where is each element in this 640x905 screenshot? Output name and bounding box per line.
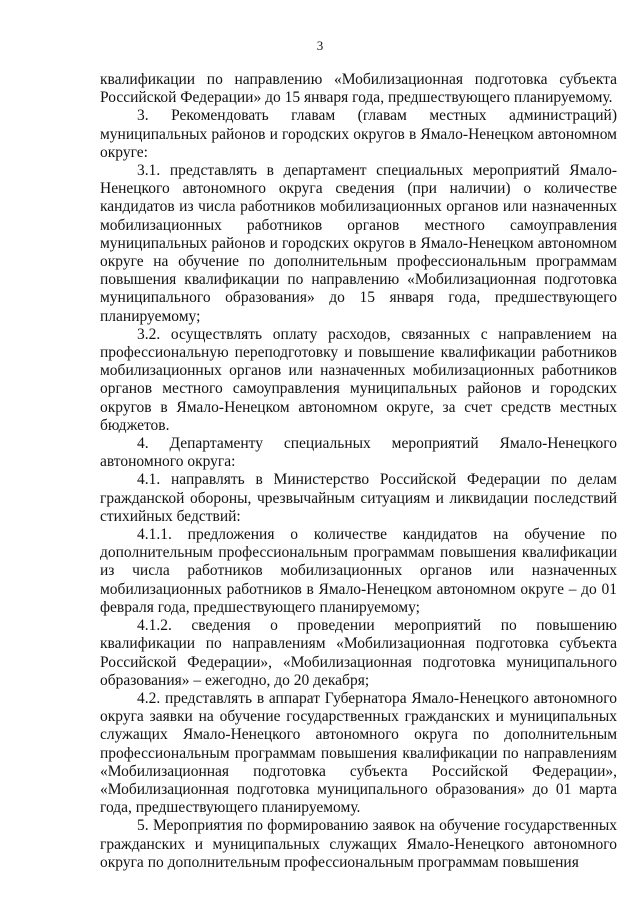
paragraph-4-1: 4.1. направлять в Министерство Российской Федерации по делам гражданской обороны, чрезвычайным ситуациям и ликвидации последствий стихийных бедствий: <box>100 471 617 525</box>
paragraph-4-1-2: 4.1.2. сведения о проведении мероприятий по повышению квалификации по направлениям «Мобилизационная подготовка субъекта Российской Федерации», «Мобилизационная подготовка муниципального образования» – ежегодно, до 20 декабря; <box>100 617 617 689</box>
paragraph-3-2: 3.2. осуществлять оплату расходов, связанных с направлением на профессиональную переподготовку и повышение квалификации работников мобилизационных органов или назначенных мобилизационных работников органов местного самоуправления муниципальных районов и городских округов в Ямало-Ненецком автономном округе, за счет средств местных бюджетов. <box>100 325 617 434</box>
paragraph-4-2: 4.2. представлять в аппарат Губернатора Ямало-Ненецкого автономного округа заявки на обучение государственных гражданских и муниципальных служащих Ямало-Ненецкого автономного округа по дополнительным профессиональным программам повышения квалификации по направлениям «Мобилизационная подготовка субъекта Российской Федерации», «Мобилизационная подготовка муниципального образования» до 01 марта года, предшествующего планируемому. <box>100 689 617 817</box>
paragraph-4-1-1: 4.1.1. предложения о количестве кандидатов на обучение по дополнительным профессиональным программам повышения квалификации из числа работников мобилизационных органов или назначенных мобилизационных работников в Ямало-Ненецком автономном округе – до 01 февраля года, предшествующего планируемому; <box>100 526 617 616</box>
paragraph-continuation: квалификации по направлению «Мобилизационная подготовка субъекта Российской Федерации» до 15 января года, предшествующего планируемому. <box>100 71 617 107</box>
document-body <box>100 71 617 872</box>
paragraph-3: 3. Рекомендовать главам (главам местных администраций) муниципальных районов и городских округов в Ямало-Ненецком автономном округе: <box>100 107 617 161</box>
paragraph-3-1: 3.1. представлять в департамент специальных мероприятий Ямало-Ненецкого автономного округа сведения (при наличии) о количестве кандидатов из числа работников мобилизационных органов или назначенных мобилизационных работников органов местного самоуправления муниципальных районов и городских округов в Ямало-Ненецком автономном округе на обучение по дополнительным профессиональным программам повышения квалификации по направлению «Мобилизационная подготовка муниципального образования» до 15 января года, предшествующего планируемому; <box>100 162 617 325</box>
paragraph-5: 5. Мероприятия по формированию заявок на обучение государственных гражданских и муниципальных служащих Ямало-Ненецкого автономного округа по дополнительным профессиональным программам повышения <box>100 817 617 871</box>
page-number: 3 <box>316 38 324 53</box>
paragraph-4: 4. Департаменту специальных мероприятий Ямало-Ненецкого автономного округа: <box>100 435 617 471</box>
